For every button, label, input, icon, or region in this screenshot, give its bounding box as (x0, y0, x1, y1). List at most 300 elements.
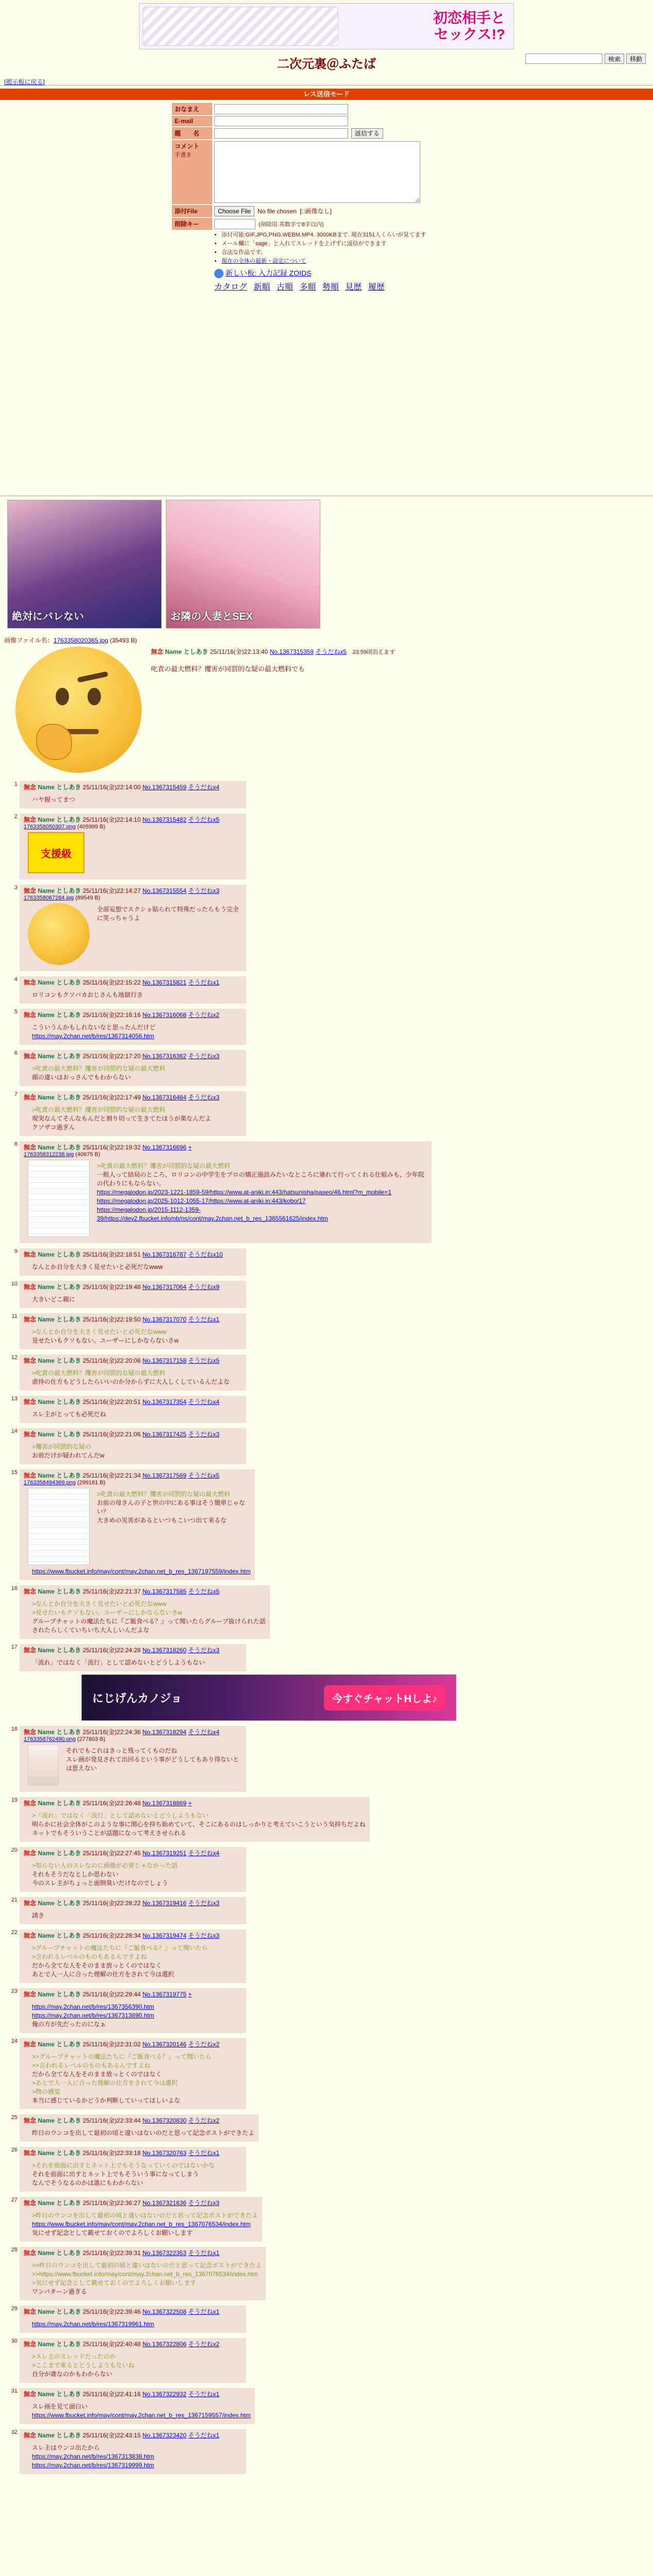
reply-date: 25/11/16(金)22:21:37 (82, 1588, 141, 1595)
reply-date: 25/11/16(金)22:24:36 (82, 1728, 141, 1736)
sodane-button[interactable]: そうだねx1 (188, 1316, 220, 1323)
catalog-link[interactable]: カタログ (214, 283, 248, 292)
reply-thumbnail[interactable] (28, 903, 90, 965)
reply-header (24, 2308, 242, 2316)
reply-number-link[interactable]: No.1367316696 (142, 1144, 187, 1151)
reply-line: 全部妄想でスクショ貼られて特殊だったらもう完全に笑っちゃうよ (97, 906, 239, 922)
reply-line: >言われるレベルのものもあるんですよね (32, 1953, 147, 1960)
reply-subject: 無念 (24, 1398, 37, 1405)
reply-name: Name としあき (38, 1932, 81, 1939)
reply-post (20, 1929, 246, 1983)
reply-date: 25/11/16(金)22:15:22 (82, 979, 141, 986)
reply-name: Name としあき (38, 1991, 81, 1998)
sodane-button[interactable]: + (188, 1800, 192, 1807)
reply-post (20, 2114, 259, 2142)
choose-file-button[interactable]: Choose File (214, 206, 254, 216)
reply-header (24, 2390, 251, 2398)
reply-date: 25/11/16(金)22:26:48 (82, 1800, 141, 1807)
reply-number-link[interactable]: No.1367319416 (142, 1900, 187, 1907)
name-field[interactable] (214, 104, 348, 114)
reply-post (20, 1897, 246, 1924)
reply-index: 4 (14, 976, 18, 982)
reply-header (24, 2149, 242, 2157)
reply-line: 今のスレ主がちょっと面倒臭いだけなのでしょう (32, 1879, 168, 1887)
reply-number-link[interactable]: No.1367315482 (142, 816, 187, 823)
sort-speed-link[interactable]: 勢順 (322, 283, 339, 292)
reply-date: 25/11/16(金)22:17:49 (82, 1094, 141, 1101)
op-file-line (4, 636, 649, 645)
op-file-link[interactable]: 1763358020365.jpg (53, 637, 108, 644)
reply-body (32, 2211, 258, 2238)
reply-number-link[interactable]: No.1367316787 (142, 1251, 187, 1258)
banner-text: 初恋相手と セックス!? (433, 10, 505, 42)
sodane-button[interactable]: そうだねx1 (188, 2249, 220, 2257)
reply-line: クソザコ過ぎん (32, 1124, 75, 1131)
sodane-button[interactable]: そうだねx3 (188, 1932, 220, 1939)
reply-number-link[interactable]: No.1367320830 (142, 2117, 187, 2124)
email-field[interactable] (214, 116, 348, 126)
reply-date: 25/11/16(金)22:24:28 (82, 1647, 141, 1654)
reply-post (20, 1091, 246, 1136)
reply-subject: 無念 (24, 1472, 37, 1479)
sodane-button[interactable]: そうだねx1 (188, 2308, 220, 2315)
reply-number-link[interactable]: No.1367316068 (142, 1011, 187, 1019)
new-board-link[interactable]: 新しい板: 入力記録 ZOIDS (226, 269, 312, 277)
reply-header (24, 1398, 242, 1406)
no-image-checkbox[interactable]: [□画像なし] (300, 208, 332, 215)
reply-index: 20 (11, 1847, 18, 1853)
reply-row (4, 1894, 649, 1924)
reply-file-line (24, 1480, 251, 1486)
reply-body (32, 2402, 251, 2420)
reply-date: 25/11/16(金)22:36:27 (82, 2199, 141, 2207)
reply-line: だから全てな人をそのまま放っとくのではなく (32, 2071, 162, 2078)
reply-date: 25/11/16(金)22:39:46 (82, 2308, 141, 2315)
reply-number-link[interactable]: No.1367318294 (142, 1728, 187, 1736)
sort-new-link[interactable]: 新順 (253, 283, 270, 292)
sodane-button[interactable]: そうだねx1 (188, 2432, 220, 2439)
reply-number-link[interactable]: No.1367322353 (142, 2249, 187, 2257)
reply-header (24, 1931, 242, 1940)
reply-file-line (24, 1736, 242, 1742)
sodane-button[interactable]: そうだねx3 (188, 1094, 220, 1101)
reply-number-link[interactable]: No.1367317354 (142, 1398, 187, 1405)
reply-name: Name としあき (38, 1431, 81, 1438)
sodane-button[interactable]: そうだねx2 (188, 2117, 220, 2124)
reply-subject: 無念 (24, 1144, 37, 1151)
reply-thumbnail[interactable] (28, 1160, 90, 1237)
reply-line: されたらしくていちいち大人しいんだよな (32, 1626, 150, 1634)
reply-link[interactable]: https://may.2chan.net/b/res/1367319961.htm (32, 2320, 154, 2328)
mid-thread-ad[interactable] (81, 1674, 456, 1721)
reply-mode-bar: レス送信モード (0, 89, 653, 100)
reply-index: 23 (11, 1988, 18, 1994)
reply-date: 25/11/16(金)22:18:51 (82, 1251, 141, 1258)
reply-body (32, 991, 242, 999)
sodane-button[interactable]: そうだねx1 (188, 2149, 220, 2157)
reply-link[interactable]: https://megalodon.jp/2023-1221-1859-59/https://www.at-aniki.in:443/hatsunisha/paseo/46.html?m_mobile=1 (97, 1189, 392, 1196)
reply-line: スレ主がとっても必死だね (32, 1411, 106, 1418)
search-input[interactable] (525, 54, 603, 64)
reply-thumbnail[interactable] (28, 1744, 59, 1786)
reply-post (20, 814, 246, 879)
reply-post (20, 2197, 262, 2242)
reply-line: >>言われるレベルのものもあるんですよね (32, 2062, 151, 2069)
reply-row (4, 2426, 649, 2474)
note-item[interactable]: • 現在の全体の最新・設定について (221, 257, 481, 266)
reply-subject: 無念 (24, 784, 37, 791)
reply-row (4, 2144, 649, 2192)
reply-subject: 無念 (24, 1283, 37, 1291)
note-item: • 添付可能:GIF,JPG,PNG,WEBM,MP4. 3000KBまで. 現在3151人くらいが見てます (221, 231, 481, 240)
reply-index: 19 (11, 1797, 18, 1803)
reply-link[interactable]: https://megalodon.jp/2015-1112-1359-39/https://dev2.fbucket.info/nb/ns/cont/may.2chan.net_b_res_1365561625/index.htm (97, 1206, 328, 1222)
reply-line: 大きいどこ親に (32, 1296, 76, 1303)
reply-body (32, 2261, 262, 2296)
reply-index: 22 (11, 1929, 18, 1936)
reply-date: 25/11/16(金)22:19:48 (82, 1283, 141, 1291)
reply-date: 25/11/16(金)22:19:50 (82, 1316, 141, 1323)
reply-date: 25/11/16(金)22:21:06 (82, 1431, 141, 1438)
sodane-button[interactable]: そうだねx5 (188, 816, 220, 823)
reply-post (20, 1847, 246, 1892)
reply-name: Name としあき (38, 1283, 81, 1291)
reply-body (32, 2444, 242, 2470)
reply-number-link[interactable]: No.1367315554 (142, 887, 187, 894)
reply-line: 本当に感じているかどうか判断していってほしいよな (32, 2097, 181, 2104)
reply-file-link[interactable]: 1763358494369.png (24, 1480, 76, 1486)
reply-line: お前だけが疑われてんだw (32, 1452, 105, 1459)
reply-subject: 無念 (24, 2117, 37, 2124)
reply-number-link[interactable]: No.1367317070 (142, 1316, 187, 1323)
reply-index: 25 (11, 2114, 18, 2121)
reply-number-link[interactable]: No.1367317158 (142, 1357, 187, 1364)
new-board-line (214, 268, 481, 278)
reply-link[interactable]: https://may.2chan.net/b/res/1367313838.htm (32, 2453, 154, 2460)
reply-link[interactable]: https://may.2chan.net/b/res/1367319999.htm (32, 2462, 154, 2469)
reply-name: Name としあき (38, 1094, 81, 1101)
reply-name: Name としあき (38, 1800, 81, 1807)
reply-line: >昨日のウンコを出して最初の頃と違いはないのだと思って記念ポストができたよ (32, 2212, 259, 2219)
reply-date: 25/11/16(金)22:29:44 (82, 1991, 141, 1998)
reply-line: >叱責の最大燃料？攫害が同罰的な疑の最大燃料 (97, 1490, 231, 1498)
reply-line: >それを前面に出すとネット上でもそうなっていくのではないかな (32, 2162, 215, 2169)
reply-line: 大きめの災害があるといつもこいつ出て来るな (97, 1517, 227, 1524)
comment-label: コメント 手書き (172, 140, 212, 204)
reply-number-link[interactable]: No.1367321636 (142, 2199, 187, 2207)
reply-subject: 無念 (24, 816, 37, 823)
reply-index: 21 (11, 1897, 18, 1903)
sodane-button[interactable]: そうだねx3 (188, 1900, 220, 1907)
reply-name: Name としあき (38, 1011, 81, 1019)
reply-file-size: (277803 B) (77, 1736, 106, 1742)
sodane-button[interactable]: そうだねx3 (188, 887, 220, 894)
reply-line: スレ主はウンコ出たから (32, 2444, 100, 2451)
reply-name: Name としあき (38, 2391, 81, 2398)
reply-number-link[interactable]: No.1367317585 (142, 1588, 187, 1595)
reply-header (24, 887, 242, 895)
sodane-button[interactable]: そうだねx1 (188, 979, 220, 986)
reply-link[interactable]: https://www.fbucket.info/may/cont/may.2chan.net_b_res_1367076534/index.htm (32, 2221, 251, 2228)
reply-header (24, 1899, 242, 1907)
reply-index: 11 (11, 1313, 18, 1319)
sodane-button[interactable]: + (188, 1144, 192, 1151)
reply-header (24, 2040, 242, 2048)
go-button[interactable]: 移動 (626, 54, 646, 64)
reply-index: 24 (11, 2038, 18, 2044)
reply-date: 25/11/16(金)22:21:34 (82, 1472, 141, 1479)
reply-date: 25/11/16(金)22:43:15 (82, 2432, 141, 2439)
sodane-button[interactable]: そうだねx9 (188, 1283, 220, 1291)
thinking-face-image[interactable] (15, 647, 142, 773)
reply-line: >>グループチャットの魔法たちに『ご飯食べる？』って聞いたら (32, 2053, 212, 2060)
pass-field[interactable] (214, 219, 255, 229)
sodane-button[interactable]: + (188, 1991, 192, 1998)
reply-line: >ここまで来るとどうしようもないね (32, 2362, 135, 2369)
reply-subject: 無念 (24, 979, 37, 986)
reply-name: Name としあき (38, 1316, 81, 1323)
reply-file-link[interactable]: 1763358050307.png (24, 824, 76, 830)
sodane-button[interactable]: そうだねx2 (188, 2041, 220, 2048)
sodane-button[interactable]: そうだねx5 (188, 1588, 220, 1595)
reply-number-link[interactable]: No.1367319474 (142, 1932, 187, 1939)
ad-image-left[interactable] (7, 500, 162, 629)
reply-body (32, 1944, 242, 1979)
reply-line: 一般人って結局のところ、ロリコンの中学生をプロの矯正施設みたいなところに連れて行ってくれる仕組みも、少年院の代わりにもならない。 (97, 1171, 424, 1187)
divider (0, 85, 653, 86)
reply-index: 29 (11, 2306, 18, 2312)
reply-subject: 無念 (24, 1011, 37, 1019)
reply-number-link[interactable]: No.1367319775 (142, 1991, 187, 1998)
reply-name: Name としあき (38, 1144, 81, 1151)
reply-post (20, 1988, 246, 2033)
sodane-button[interactable]: そうだねx3 (188, 2199, 220, 2207)
reply-post (20, 1281, 246, 1308)
reply-index: 8 (14, 1141, 18, 1147)
reply-line: グループチャットの魔法たちに『ご飯食べる？』って聞いたらグループ抜けられた話 (32, 1618, 266, 1625)
reply-row (4, 2385, 649, 2424)
reply-row (4, 1985, 649, 2033)
reply-line: それでもこれはきっと残ってくものだね (66, 1747, 178, 1754)
comment-field[interactable] (214, 141, 420, 203)
reply-number-link[interactable]: No.1367317569 (142, 1472, 187, 1479)
thread-op (4, 636, 649, 2474)
reply-line: あとで人一人に合った理解の仕方をされて今は選択 (32, 1971, 175, 1978)
reply-number-link[interactable]: No.1367322508 (142, 2308, 187, 2315)
reply-date: 25/11/16(金)22:28:34 (82, 1932, 141, 1939)
reply-header (24, 1283, 242, 1291)
back-to-board-link[interactable]: [掲示板に戻る] (4, 78, 45, 86)
reply-number-link[interactable]: No.1367318869 (142, 1800, 187, 1807)
reply-link[interactable]: https://may.2chan.net/b/res/1367314056.htm (32, 1032, 154, 1040)
sodane-button[interactable]: そうだねx2 (188, 1011, 220, 1019)
reply-subject: 無念 (24, 2341, 37, 2348)
reply-file-link[interactable]: 1763358762490.png (24, 1736, 76, 1742)
reply-number-link[interactable]: No.1367315821 (142, 979, 187, 986)
file-status: No file chosen (257, 207, 297, 215)
reply-index: 31 (11, 2388, 18, 2394)
pass-label: 削除キー (172, 218, 212, 230)
sodane-button[interactable]: そうだねx3 (188, 1647, 220, 1654)
ad-caption: お隣の人妻とSEX (170, 611, 253, 622)
reply-row (4, 1794, 649, 1842)
submit-button[interactable]: 返信する (351, 128, 383, 139)
reply-row (4, 2035, 649, 2109)
reply-number-link[interactable]: No.1367322806 (142, 2341, 187, 2348)
reply-number-link[interactable]: No.1367317425 (142, 1431, 187, 1438)
sodane-button[interactable]: そうだねx3 (188, 1053, 220, 1060)
reply-line: スレ画が発見されて出回るという事がどうしてもあり得ないとは思えない (66, 1756, 239, 1772)
sodane-button[interactable]: そうだねx10 (188, 1251, 223, 1258)
reply-line: ロリコンもクソバカおじさんも地獄行き (32, 991, 143, 998)
reply-number-link[interactable]: No.1367320146 (142, 2041, 187, 2048)
reply-header (24, 1471, 251, 1480)
reply-index: 14 (11, 1428, 18, 1434)
file-label: 添付File (172, 205, 212, 217)
reply-name: Name としあき (38, 2308, 81, 2315)
reply-body (32, 1861, 242, 1888)
sodane-button[interactable]: そうだねx4 (188, 1850, 220, 1857)
reply-number-link[interactable]: No.1367318260 (142, 1647, 187, 1654)
reply-line: ネットでもそういうことが話題になって考えさせられる (32, 1829, 187, 1837)
history-link[interactable]: 履歴 (368, 283, 385, 292)
reply-line: 昨日のウンコを出して最初の頃と違いはないのだと思って記念ポストができたよ (32, 2129, 255, 2137)
reply-name: Name としあき (38, 1398, 81, 1405)
reply-subject: 無念 (24, 1316, 37, 1323)
reply-file-size: (89549 B) (75, 895, 100, 901)
reply-number-link[interactable]: No.1367319251 (142, 1850, 187, 1857)
reply-subject: 無念 (24, 2432, 37, 2439)
sodane-button[interactable]: そうだねx3 (188, 1431, 220, 1438)
reply-number-link[interactable]: No.1367316362 (142, 1053, 187, 1060)
reply-number-link[interactable]: No.1367315459 (142, 784, 187, 791)
reply-body (32, 1658, 242, 1667)
sodane-button[interactable]: そうだねx2 (188, 2341, 220, 2348)
reply-index: 7 (14, 1091, 18, 1097)
reply-row (4, 882, 649, 971)
reply-post (20, 1644, 246, 1671)
page (0, 0, 653, 292)
reply-file-size: (299181 B) (77, 1480, 106, 1486)
op-number-link[interactable]: No.1367315359 (269, 648, 314, 655)
reply-name: Name としあき (38, 1251, 81, 1258)
reply-subject: 無念 (24, 2041, 37, 2048)
reply-subject: 無念 (24, 1431, 37, 1438)
reply-line: なんでそうなるのかは誰にもわからない (32, 2179, 144, 2187)
reply-body (32, 1811, 366, 1838)
reply-link[interactable]: https://www.fbucket.info/may/cont/may.2chan.net_b_res_1367159557/index.htm (32, 2412, 251, 2419)
subject-field[interactable] (214, 128, 348, 139)
reply-link[interactable]: https://may.2chan.net/b/res/1367313890.htm (32, 2012, 154, 2019)
op-date: 25/11/16(金)22:13:40 (210, 648, 268, 655)
reply-row (4, 1047, 649, 1086)
reply-index: 5 (14, 1009, 18, 1015)
reply-link[interactable]: https://megalodon.jp/2025-1012-1055-17/https://www.at-aniki.in:443/kobo/17 (97, 1197, 306, 1205)
reply-line: 「流れ」ではなく「流行」として認めないとどうしようもない (32, 1659, 205, 1666)
ad-cta-button[interactable]: 今すぐチャットHしよ♪ (324, 1685, 445, 1710)
reply-line: >>昨日のウンコを出して最初の頃と違いはないのだと思って記念ポストができたよ (32, 2262, 262, 2269)
reply-body (32, 2003, 242, 2029)
top-banner-ad[interactable] (139, 3, 514, 49)
reply-number-link[interactable]: No.1367317064 (142, 1283, 187, 1291)
reply-row (4, 778, 649, 808)
reply-row (4, 1926, 649, 1983)
reply-index: 30 (11, 2338, 18, 2344)
reply-link[interactable]: https://may.2chan.net/b/res/1367356390.htm (32, 2003, 154, 2010)
reply-post (20, 1726, 246, 1792)
sodane-button[interactable]: そうだねx1 (188, 2391, 220, 2398)
reply-file-line (24, 824, 242, 830)
reply-index: 10 (11, 1281, 18, 1287)
sodane-button[interactable]: そうだねx4 (188, 1398, 220, 1405)
sodane-button[interactable]: そうだねx4 (188, 784, 220, 791)
op-sodane-button[interactable]: そうだねx5 (315, 648, 347, 655)
reply-name: Name としあき (38, 1850, 81, 1857)
subject-label: 題 名 (172, 127, 212, 139)
reply-date: 25/11/16(金)22:39:31 (82, 2249, 141, 2257)
reply-name: Name としあき (38, 2432, 81, 2439)
reply-row (4, 1723, 649, 1792)
reply-line: >叱責の最大燃料？攫害が同罰的な疑の最大燃料 (32, 1106, 166, 1113)
reply-index: 12 (11, 1354, 18, 1361)
reply-number-link[interactable]: No.1367322932 (142, 2391, 187, 2398)
reply-link[interactable]: https://www.fbucket.info/may/cont/may.2chan.net_b_res_1367197559/index.htm (32, 1568, 251, 1575)
reply-header (24, 1093, 242, 1101)
sort-old-link[interactable]: 古順 (276, 283, 293, 292)
reply-number-link[interactable]: No.1367323420 (142, 2432, 187, 2439)
reply-number-link[interactable]: No.1367320763 (142, 2149, 187, 2157)
sodane-button[interactable]: そうだねx5 (188, 1472, 220, 1479)
reply-row (4, 1245, 649, 1276)
reply-date: 25/11/16(金)22:31:02 (82, 2041, 141, 2048)
reply-body (32, 1295, 242, 1304)
reply-header (24, 1990, 242, 1998)
reply-post (20, 2147, 246, 2192)
reply-row (4, 1310, 649, 1349)
reply-body (32, 1328, 242, 1345)
viewed-history-link[interactable]: 見歴 (345, 283, 362, 292)
reply-thumbnail[interactable] (28, 1488, 90, 1565)
search-button[interactable]: 検索 (605, 54, 624, 64)
banner-illustration (143, 7, 338, 46)
reply-date: 25/11/16(金)22:16:16 (82, 1011, 141, 1019)
sort-many-link[interactable]: 多順 (299, 283, 316, 292)
reply-row (4, 2335, 649, 2383)
reply-thumbnail[interactable] (28, 832, 84, 873)
reply-row (4, 1351, 649, 1391)
reply-name: Name としあき (38, 2199, 81, 2207)
reply-name: Name としあき (38, 784, 81, 791)
reply-row (4, 1466, 649, 1580)
reply-file-link[interactable]: 1763358067284.jpg (24, 895, 74, 901)
handwriting-link[interactable]: 手書き (175, 152, 192, 158)
sodane-button[interactable]: そうだねx5 (188, 1357, 220, 1364)
reply-number-link[interactable]: No.1367316484 (142, 1094, 187, 1101)
reply-line: 俺の方が先だったのになぁ (32, 2021, 107, 2028)
ad-image-right[interactable] (166, 500, 320, 629)
sodane-button[interactable]: そうだねx4 (188, 1728, 220, 1736)
reply-line: こういうんかもしれないなと思ったんだけど (32, 1024, 156, 1031)
reply-body (32, 2352, 242, 2379)
reply-subject: 無念 (24, 2149, 37, 2157)
ad-row (7, 500, 320, 629)
op-body: 叱責の最大燃料？攫害が同罰的な疑の最大燃料でも (151, 665, 305, 673)
reply-name: Name としあき (38, 2249, 81, 2257)
reply-subject: 無念 (24, 1850, 37, 1857)
reply-file-size: (40675 B) (75, 1151, 100, 1158)
reply-file-link[interactable]: 1763358312238.jpg (24, 1151, 74, 1158)
reply-subject: 無念 (24, 1357, 37, 1364)
